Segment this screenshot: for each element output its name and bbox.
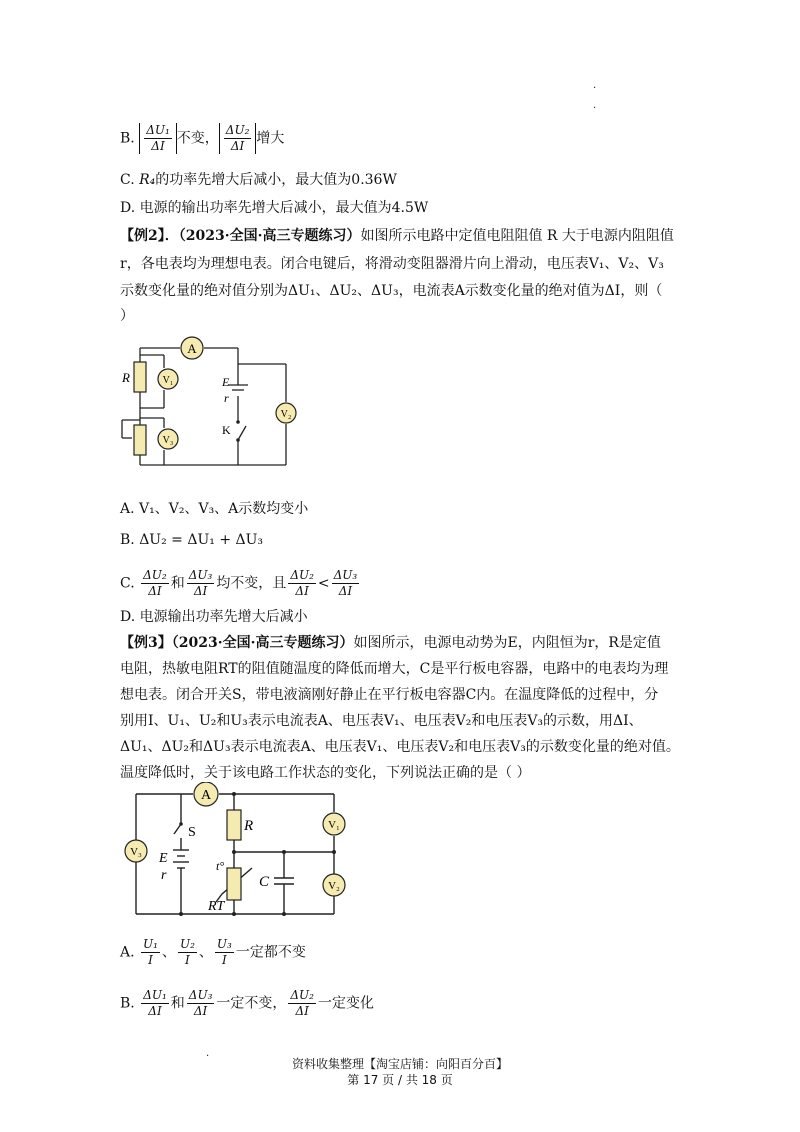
example-3-option-b: B. $\frac{\text{ΔU₁}}{\Delta I}$ 和 $\frac{\text{ΔU₃}}{\Delta I}$ 一定不变， $\frac{\text{ΔU₂}}{\Delta I}$ 一定变化 <box>120 988 374 1018</box>
example-3-line-2: 电阻，热敏电阻RT的阻值随温度的降低而增大，C是平行板电容器，电路中的电表均为理 <box>120 661 669 677</box>
circuit-diagram-1 <box>118 330 298 470</box>
emf-label: E <box>222 375 230 389</box>
top-mark-1: . <box>593 80 597 91</box>
temperature-label: t° <box>216 859 225 873</box>
example-2-option-d: D. 电源输出功率先增大后减小 <box>120 609 308 625</box>
example-2-option-b: B. ΔU₂ = ΔU₁ + ΔU₃ <box>120 532 264 548</box>
example-2-line-3: 示数变化量的绝对值分别为ΔU₁、ΔU₂、ΔU₃，电流表A示数变化量的绝对值为ΔI，则（ <box>120 283 663 299</box>
emf-label: E <box>159 851 168 866</box>
prev-option-c: C. R₄的功率先增大后减小，最大值为0.36W <box>120 172 397 188</box>
example-2-line-1: 【例2】．（2023·全国·高三专题练习）如图所示电路中定值电阻阻值 R 大于电源内阻阻值 <box>120 228 674 244</box>
footer-dot: . <box>206 1048 210 1059</box>
page-number: 第 17 页 / 共 18 页 <box>347 1073 453 1087</box>
resistor-r-label: R <box>244 818 254 834</box>
example-2-line-2: r，各电表均为理想电表。闭合电键后，将滑动变阻器滑片向上滑动，电压表V₁、V₂、V₃ <box>120 256 664 272</box>
voltmeter-v1-label: V₁ <box>162 375 174 386</box>
example-3-line-6: 温度降低时，关于该电路工作状态的变化，下列说法正确的是（ ） <box>120 765 531 781</box>
prev-option-b: B. $\frac{\text{ΔU₁}}{\Delta I}$ 不变， $\frac{\text{ΔU₂}}{\Delta I}$ 增大 <box>120 123 285 153</box>
abs-fraction-1: $\frac{\text{ΔU₁}}{\Delta I}$ <box>139 123 177 154</box>
example-3-line-5: ΔU₁、ΔU₂和ΔU₃表示电流表A、电压表V₁、电压表V₂和电压表V₃的示数变化量的绝对值。 <box>120 739 680 755</box>
example-2-option-a: A. V₁、V₂、V₃、A示数均变小 <box>120 501 309 517</box>
example-3-option-a: A. $\frac{\text{U₁}}{I}$ 、 $\frac{\text{U₂}}{I}$ 、 $\frac{\text{U₃}}{I}$ 一定都不变 <box>120 937 306 967</box>
capacitor-c-label: C <box>259 874 270 890</box>
voltmeter-v2-label: V₂ <box>328 880 340 892</box>
abs-fraction-2: $\frac{\text{ΔU₂}}{\Delta I}$ <box>219 123 257 154</box>
top-mark-2: . <box>593 100 597 111</box>
voltmeter-v2-label: V₂ <box>280 409 292 420</box>
example-3-tag: 【例3】（2023·全国·高三专题练习） <box>120 635 354 651</box>
voltmeter-v1-label: V₁ <box>328 819 340 831</box>
thermistor-rt-label: RT <box>208 899 225 914</box>
example-2-line-4: ） <box>120 308 134 324</box>
switch-k-label: K <box>222 423 231 437</box>
ammeter-label: A <box>200 788 212 803</box>
prev-option-d: D. 电源的输出功率先增大后减小，最大值为4.5W <box>120 200 429 216</box>
internal-r-label: r <box>224 391 229 405</box>
internal-r-label: r <box>161 868 167 883</box>
option-letter: B. <box>120 130 135 147</box>
example-3-line-1: 【例3】（2023·全国·高三专题练习）如图所示，电源电动势为E，内阻恒为r，R是定值 <box>120 635 661 651</box>
circuit-diagram-2 <box>118 782 358 922</box>
voltmeter-v3-label: V₃ <box>130 846 142 858</box>
ammeter-label: A <box>187 341 197 356</box>
example-2-tag: 【例2】．（2023·全国·高三专题练习） <box>120 228 361 244</box>
resistor-r-label: R <box>122 370 130 385</box>
footer-source: 资料收集整理【淘宝店铺：向阳百分百】 <box>291 1057 508 1071</box>
example-3-line-4: 别用I、U₁、U₂和U₃表示电流表A、电压表V₁、电压表V₂和电压表V₃的示数，用ΔI、 <box>120 713 643 729</box>
example-2-option-c: C. $\frac{\text{ΔU₂}}{\Delta I}$ 和 $\frac{\text{ΔU₃}}{\Delta I}$ 均不变，且 $\frac{\text{ΔU₂}}{\Delta I}$ < $\frac{\text{ΔU₃}}{\Delta I}$ <box>120 568 358 598</box>
example-3-line-3: 想电表。闭合开关S，带电液滴刚好静止在平行板电容器C内。在温度降低的过程中，分 <box>120 687 659 703</box>
switch-s-label: S <box>188 825 196 840</box>
voltmeter-v3-label: V₃ <box>162 435 174 446</box>
